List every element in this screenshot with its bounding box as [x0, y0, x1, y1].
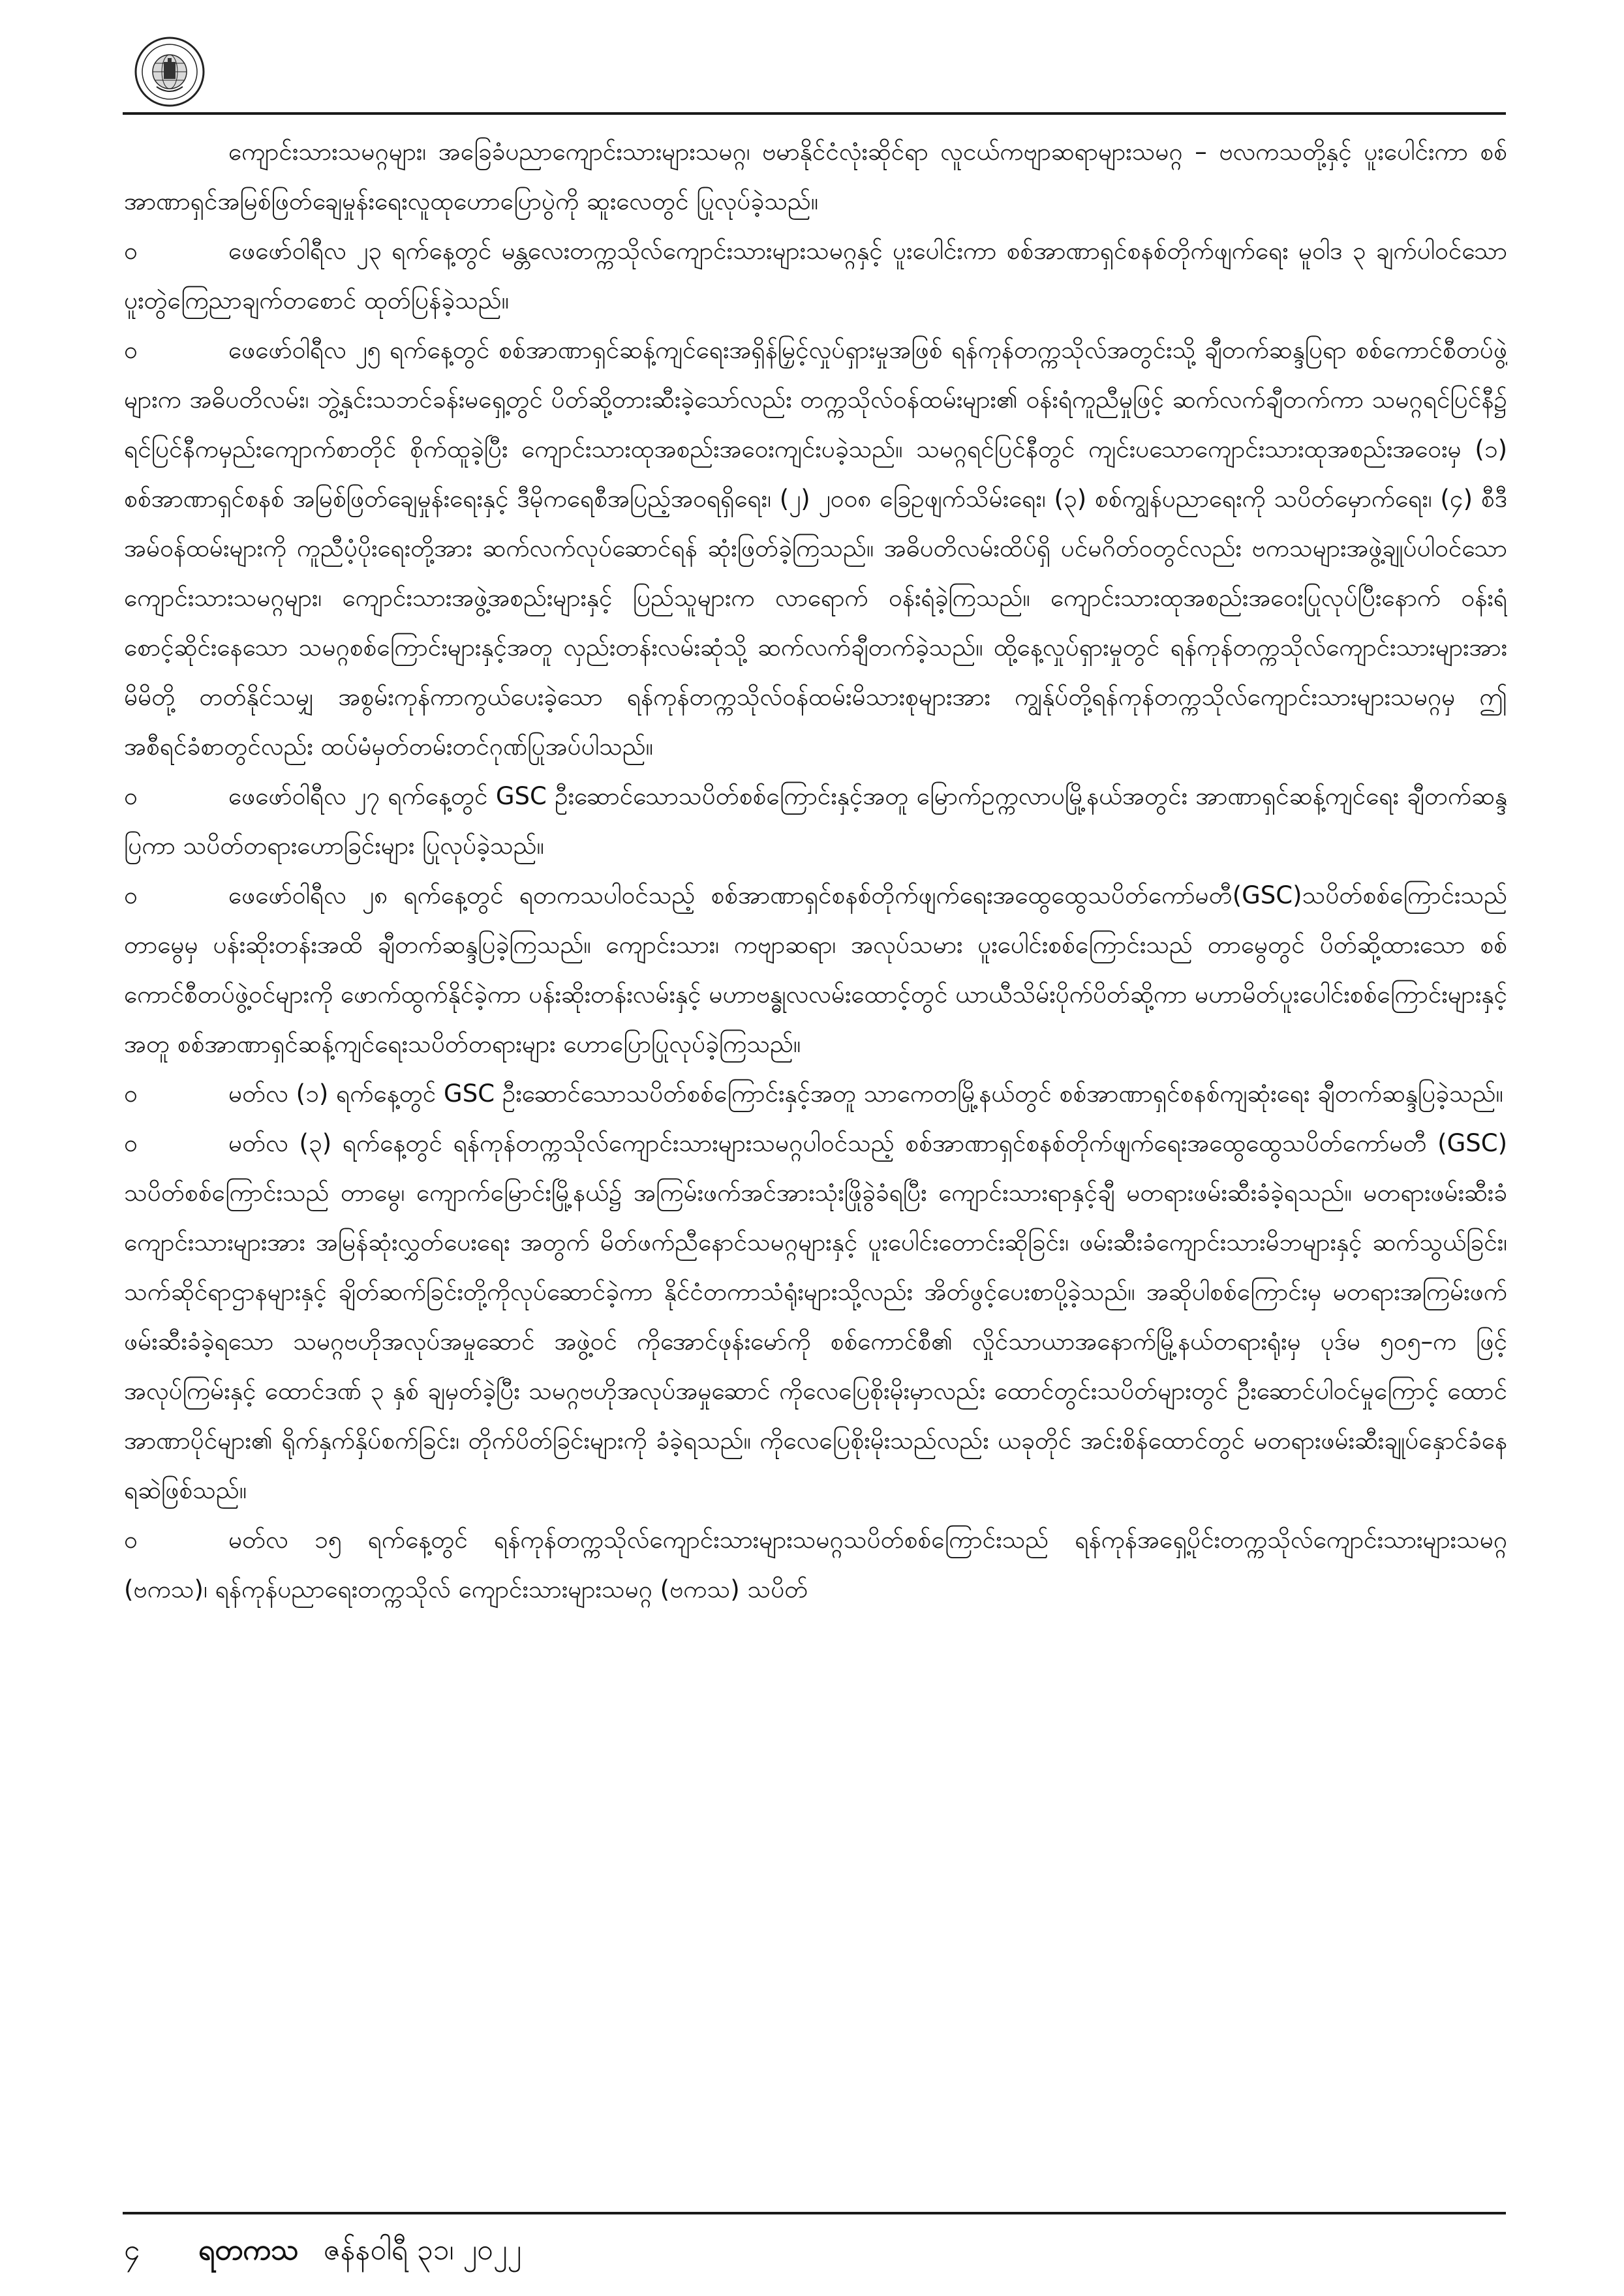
- paragraph-text: မတ်လ ၁၅ ရက်နေ့တွင် ရန်ကုန်တက္ကသိုလ်ကျောင်းသားများသမဂ္ဂသပိတ်စစ်ကြောင်းသည် ရန်ကုန်အရှေ့ပိုင်းတက္ကသိုလ်ကျောင်းသားများသမဂ္ဂ (ဗကသ)၊ ရန်ကုန်ပညာရေးတက္ကသိုလ် ကျောင်းသားများသမဂ္ဂ (ဗကသ) သပိတ်: [124, 1526, 1507, 1603]
- header-rule: [123, 112, 1506, 115]
- page-number: ၄: [124, 2233, 140, 2267]
- bullet-marker: ဝ: [124, 1080, 138, 1108]
- bullet-marker: ဝ: [124, 881, 138, 909]
- publication-date: ဇန်နဝါရီ ၃၁၊ ၂၀၂၂: [323, 2233, 522, 2267]
- paragraph-8: [124, 1515, 1507, 1614]
- bullet-marker: ဝ: [124, 782, 138, 810]
- paragraph-text: ကျောင်းသားသမဂ္ဂများ၊ အခြေခံပညာကျောင်းသားများသမဂ္ဂ၊ ဗမာနိုင်ငံလုံးဆိုင်ရာ လူငယ်ကဗျာဆရာများသမဂ္ဂ – ဗလကသတို့နှင့် ပူးပေါင်းကာ စစ်အာဏာရှင်အမြစ်ဖြတ်ချေမှုန်းရေးလူထုဟောပြောပွဲကို ဆူးလေတွင် ပြုလုပ်ခဲ့သည်။: [124, 138, 1507, 215]
- paragraph-4: [124, 772, 1507, 871]
- paragraph-2: [124, 226, 1507, 325]
- paragraph-text: ဖေဖော်ဝါရီလ ၂၃ ရက်နေ့တွင် မန္တလေးတက္ကသိုလ်ကျောင်းသားများသမဂ္ဂနှင့် ပူးပေါင်းကာ စစ်အာဏာရှင်စနစ်တိုက်ဖျက်ရေး မူဝါဒ ၃ ချက်ပါဝင်သော ပူးတွဲကြေညာချက်တစောင် ထုတ်ပြန်ခဲ့သည်။: [124, 237, 1507, 314]
- union-logo-icon: [134, 36, 206, 108]
- paragraph-text: မတ်လ (၁) ရက်နေ့တွင် GSC ဦးဆောင်သောသပိတ်စစ်ကြောင်းနှင့်အတူ သာကေတမြို့နယ်တွင် စစ်အာဏာရှင်စနစ်ကျဆုံးရေး ချီတက်ဆန္ဒပြခဲ့သည်။: [228, 1080, 1503, 1108]
- paragraph-text: ဖေဖော်ဝါရီလ ၂၅ ရက်နေ့တွင် စစ်အာဏာရှင်ဆန့်ကျင်ရေးအရှိန်မြှင့်လှုပ်ရှားမှုအဖြစ် ရန်ကုန်တက္ကသိုလ်အတွင်းသို့ ချီတက်ဆန္ဒပြရာ စစ်ကောင်စီတပ်ဖွဲ့များက အဓိပတိလမ်း၊ ဘွဲ့နှင်းသဘင်ခန်းမရှေ့တွင် ပိတ်ဆို့တားဆီးခဲ့သော်လည်း တက္ကသိုလ်ဝန်ထမ်းများ၏ ဝန်းရံကူညီမှုဖြင့် ဆက်လက်ချီတက်ကာ သမဂ္ဂရင်ပြင်နီ၌ ရင်ပြင်နီကမှည်းကျောက်စာတိုင် စိုက်ထူခဲ့ပြီး ကျောင်းသားထုအစည်းအဝေးကျင်းပခဲ့သည်။ သမဂ္ဂရင်ပြင်နီတွင် ကျင်းပသောကျောင်းသားထုအစည်းအဝေးမှ (၁) စစ်အာဏာရှင်စနစ် အမြစ်ဖြတ်ချေမှုန်းရေးနှင့် ဒီမိုကရေစီအပြည့်အဝရရှိရေး၊ (၂) ၂၀၀၈ ခြေဥဖျက်သိမ်းရေး၊ (၃) စစ်ကျွန်ပညာရေးကို သပိတ်မှောက်ရေး၊ (၄) စီဒီအမ်ဝန်ထမ်းများကို ကူညီပံ့ပိုးရေးတို့အား ဆက်လက်လုပ်ဆောင်ရန် ဆုံးဖြတ်ခဲ့ကြသည်။ အဓိပတိလမ်းထိပ်ရှိ ပင်မဂိတ်ဝတွင်လည်း ဗကသများအဖွဲ့ချုပ်ပါဝင်သော ကျောင်းသားသမဂ္ဂများ၊ ကျောင်းသားအဖွဲ့အစည်းများနှင့် ပြည်သူများက လာရောက် ဝန်းရံခဲ့ကြသည်။ ကျောင်းသားထုအစည်းအဝေးပြုလုပ်ပြီးနောက် ဝန်းရံစောင့်ဆိုင်းနေသော သမဂ္ဂစစ်ကြောင်းများနှင့်အတူ လှည်းတန်းလမ်းဆုံသို့ ဆက်လက်ချီတက်ခဲ့သည်။ ထို့နေ့လှုပ်ရှားမှုတွင် ရန်ကုန်တက္ကသိုလ်ကျောင်းသားများအား မိမိတို့ တတ်နိုင်သမျှ အစွမ်းကုန်ကာကွယ်ပေးခဲ့သော ရန်ကုန်တက္ကသိုလ်ဝန်ထမ်းမိသားစုများအား ကျွန်ုပ်တို့ရန်ကုန်တက္ကသိုလ်ကျောင်းသားများသမဂ္ဂမှ ဤအစီရင်ခံစာတွင်လည်း ထပ်မံမှတ်တမ်းတင်ဂုဏ်ပြုအပ်ပါသည်။: [124, 336, 1507, 761]
- paragraph-text: ဖေဖော်ဝါရီလ ၂၇ ရက်နေ့တွင် GSC ဦးဆောင်သောသပိတ်စစ်ကြောင်းနှင့်အတူ မြောက်ဥက္ကလာပမြို့နယ်အတွင်း အာဏာရှင်ဆန့်ကျင်ရေး ချီတက်ဆန္ဒပြကာ သပိတ်တရားဟောခြင်းများ ပြုလုပ်ခဲ့သည်။: [124, 782, 1507, 860]
- paragraph-6: [124, 1069, 1507, 1119]
- paragraph-5: [124, 871, 1507, 1069]
- report-body: [124, 127, 1507, 2201]
- publication-name: ရတကသ: [198, 2233, 299, 2267]
- bullet-marker: ဝ: [124, 1129, 138, 1157]
- page-footer: [124, 2231, 521, 2270]
- footer-rule: [123, 2212, 1506, 2214]
- paragraph-1: [124, 127, 1507, 226]
- paragraph-text: မတ်လ (၃) ရက်နေ့တွင် ရန်ကုန်တက္ကသိုလ်ကျောင်းသားများသမဂ္ဂပါဝင်သည့် စစ်အာဏာရှင်စနစ်တိုက်ဖျက်ရေးအထွေထွေသပိတ်ကော်မတီ (GSC) သပိတ်စစ်ကြောင်းသည် တာမွေ၊ ကျောက်မြောင်းမြို့နယ်၌ အကြမ်းဖက်အင်အားသုံးဖြိုခွဲခံရပြီး ကျောင်းသားရာနှင့်ချီ မတရားဖမ်းဆီးခံခဲ့ရသည်။ မတရားဖမ်းဆီးခံကျောင်းသားများအား အမြန်ဆုံးလွှတ်ပေးရေး အတွက် မိတ်ဖက်ညီနောင်သမဂ္ဂများနှင့် ပူးပေါင်းတောင်းဆိုခြင်း၊ ဖမ်းဆီးခံကျောင်းသားမိဘများနှင့် ဆက်သွယ်ခြင်း၊ သက်ဆိုင်ရာဌာနများနှင့် ချိတ်ဆက်ခြင်းတို့ကိုလုပ်ဆောင်ခဲ့ကာ နိုင်ငံတကာသံရုံးများသို့လည်း အိတ်ဖွင့်ပေးစာပို့ခဲ့သည်။ အဆိုပါစစ်ကြောင်းမှ မတရားအကြမ်းဖက်ဖမ်းဆီးခံခဲ့ရသော သမဂ္ဂဗဟိုအလုပ်အမှုဆောင် အဖွဲ့ဝင် ကိုအောင်ဖုန်းမော်ကို စစ်ကောင်စီ၏ လှိုင်သာယာအနောက်မြို့နယ်တရားရုံးမှ ပုဒ်မ ၅၀၅–က ဖြင့် အလုပ်ကြမ်းနှင့် ထောင်ဒဏ် ၃ နှစ် ချမှတ်ခဲ့ပြီး သမဂ္ဂဗဟိုအလုပ်အမှုဆောင် ကိုလေပြေစိုးမိုးမှာလည်း ထောင်တွင်းသပိတ်များတွင် ဦးဆောင်ပါဝင်မှုကြောင့် ထောင်အာဏာပိုင်များ၏ ရိုက်နှက်နှိပ်စက်ခြင်း၊ တိုက်ပိတ်ခြင်းများကို ခံခဲ့ရသည်။ ကိုလေပြေစိုးမိုးသည်လည်း ယခုတိုင် အင်းစိန်ထောင်တွင် မတရားဖမ်းဆီးချုပ်နှောင်ခံနေရဆဲဖြစ်သည်။: [124, 1129, 1507, 1504]
- bullet-marker: ဝ: [124, 336, 138, 364]
- bullet-marker: ဝ: [124, 237, 138, 265]
- paragraph-7: [124, 1119, 1507, 1515]
- paragraph-3: [124, 325, 1507, 772]
- bullet-marker: ဝ: [124, 1526, 138, 1554]
- paragraph-text: ဖေဖော်ဝါရီလ ၂၈ ရက်နေ့တွင် ရတကသပါဝင်သည့် စစ်အာဏာရှင်စနစ်တိုက်ဖျက်ရေးအထွေထွေသပိတ်ကော်မတီ(GSC)သပိတ်စစ်ကြောင်းသည် တာမွေမှ ပန်းဆိုးတန်းအထိ ချီတက်ဆန္ဒပြခဲ့ကြသည်။ ကျောင်းသား၊ ကဗျာဆရာ၊ အလုပ်သမား ပူးပေါင်းစစ်ကြောင်းသည် တာမွေတွင် ပိတ်ဆို့ထားသော စစ်ကောင်စီတပ်ဖွဲ့ဝင်များကို ဖောက်ထွက်နိုင်ခဲ့ကာ ပန်းဆိုးတန်းလမ်းနှင့် မဟာဗန္ဓုလလမ်းထောင့်တွင် ယာယီသိမ်းပိုက်ပိတ်ဆို့ကာ မဟာမိတ်ပူးပေါင်းစစ်ကြောင်းများနှင့်အတူ စစ်အာဏာရှင်ဆန့်ကျင်ရေးသပိတ်တရားများ ဟောပြောပြုလုပ်ခဲ့ကြသည်။: [124, 881, 1507, 1058]
